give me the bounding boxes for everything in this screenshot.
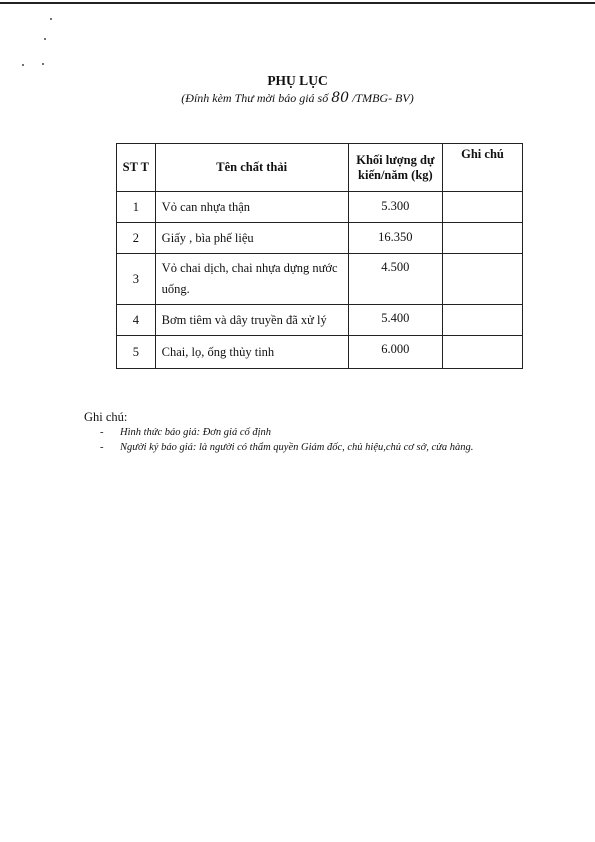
cell-name: Vỏ chai dịch, chai nhựa dựng nước uống. xyxy=(155,254,348,305)
cell-name: Bơm tiêm và dây truyền đã xử lý xyxy=(155,305,348,336)
subtitle-prefix: (Đính kèm Thư mời báo giá số xyxy=(181,91,329,105)
cell-qty: 16.350 xyxy=(348,223,442,254)
cell-stt: 5 xyxy=(117,336,156,369)
cell-note xyxy=(443,305,523,336)
cell-qty: 4.500 xyxy=(348,254,442,305)
cell-qty: 6.000 xyxy=(348,336,442,369)
top-scan-border xyxy=(0,2,595,4)
cell-note xyxy=(443,254,523,305)
scan-speck xyxy=(42,63,44,65)
subtitle-suffix: /TMBG- BV) xyxy=(352,91,414,105)
cell-stt: 4 xyxy=(117,305,156,336)
table-row xyxy=(117,192,523,223)
cell-stt: 2 xyxy=(117,223,156,254)
page-title: PHỤ LỤC xyxy=(267,73,328,88)
cell-note xyxy=(443,223,523,254)
cell-note xyxy=(443,336,523,369)
table-row xyxy=(117,254,523,305)
notes-label: Ghi chú: xyxy=(84,410,128,424)
table-row xyxy=(117,305,523,336)
col-header-stt: ST T xyxy=(117,144,156,192)
col-header-note: Ghi chú xyxy=(443,144,523,192)
scan-speck xyxy=(44,38,46,40)
list-item xyxy=(100,425,473,440)
note-text: Người ký báo giá: là người có thẩm quyền Giám đốc, chủ hiệu,chủ cơ sở, cửa hàng. xyxy=(120,442,474,453)
notes-list xyxy=(100,425,473,455)
col-header-qty: Khối lượng dự kiến/năm (kg) xyxy=(348,144,442,192)
table-row xyxy=(117,223,523,254)
scan-speck xyxy=(22,64,24,66)
bullet-dash: - xyxy=(100,442,104,453)
cell-note xyxy=(443,192,523,223)
cell-stt: 3 xyxy=(117,254,156,305)
cell-qty: 5.400 xyxy=(348,305,442,336)
page-subtitle xyxy=(0,90,595,106)
table-row xyxy=(117,336,523,369)
note-text: Hình thức báo giá: Đơn giá cố định xyxy=(120,427,272,438)
cell-name: Giấy , bìa phế liệu xyxy=(155,223,348,254)
list-item xyxy=(100,440,473,455)
table-header-row xyxy=(117,144,523,192)
col-header-name: Tên chất thải xyxy=(155,144,348,192)
cell-name: Vỏ can nhựa thận xyxy=(155,192,348,223)
bullet-dash: - xyxy=(100,427,104,438)
cell-name: Chai, lọ, ống thủy tinh xyxy=(155,336,348,369)
scan-speck xyxy=(50,18,52,20)
cell-qty: 5.300 xyxy=(348,192,442,223)
waste-table xyxy=(116,143,523,369)
subtitle-number: 80 xyxy=(331,90,350,106)
cell-stt: 1 xyxy=(117,192,156,223)
